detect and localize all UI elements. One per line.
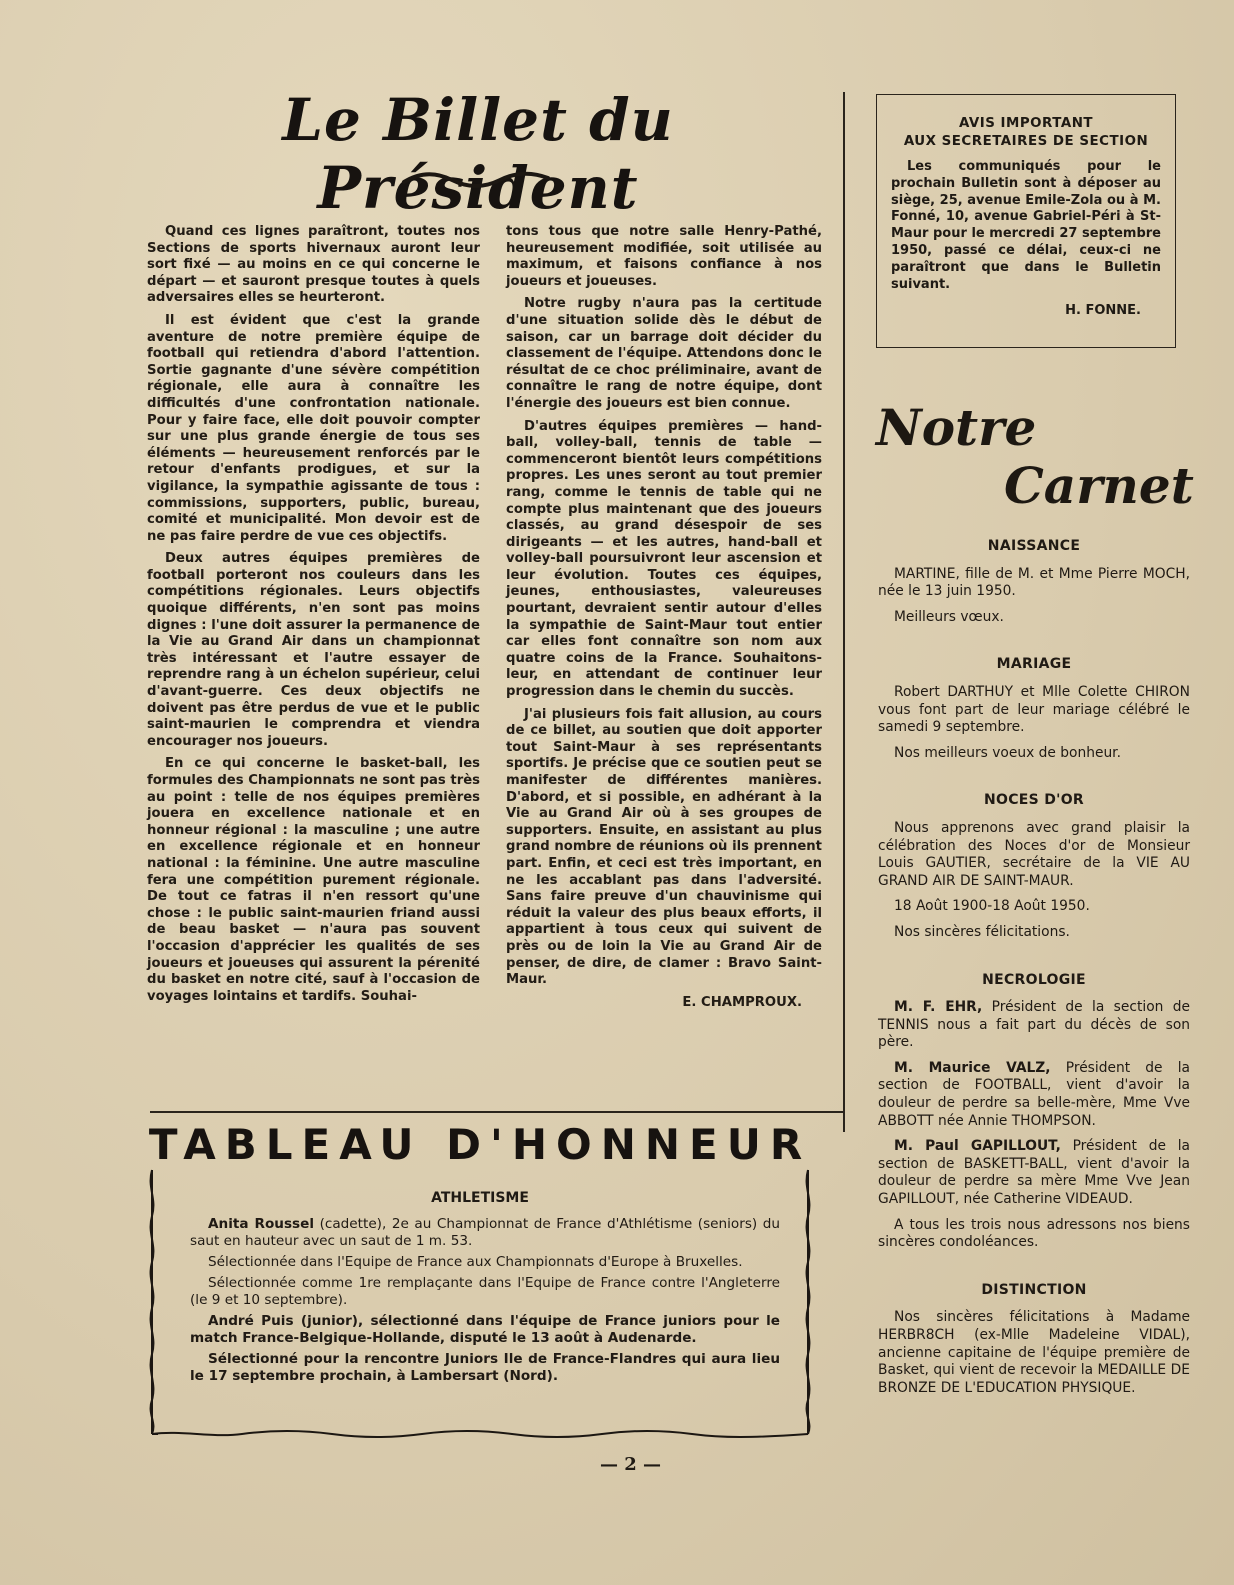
distinction-heading: DISTINCTION — [981, 1281, 1087, 1298]
page-number: — 2 — — [600, 1454, 662, 1475]
athlete-text: (cadette), 2e au Championnat de France d'Athlétisme (seniors) du saut en hauteur avec un saut de 1 m. 53. — [190, 1216, 780, 1249]
billet-paragraph: Quand ces lignes paraîtront, toutes nos Sections de sports hivernaux auront leur sort fixé — au moins en ce qui concerne le départ — et sauront presque toutes à quels adversaires elles se heurteront. — [147, 224, 480, 306]
billet-paragraph: tons tous que notre salle Henry-Pathé, heureusement modifiée, soit utilisée au maximum, et faisons confiance à nos joueurs et joueuses. — [506, 224, 822, 289]
tableau-border-right — [802, 1168, 814, 1438]
tableau-title: TABLEAU D'HONNEUR — [148, 1120, 812, 1169]
necrologie-heading: NECROLOGIE — [982, 971, 1086, 988]
athlete-text: (junior), sélectionné dans l'équipe de France juniors pour le match France-Belgique-Hollande, disputé le 13 août à Audenarde. — [190, 1313, 780, 1346]
billet-column-left — [147, 224, 480, 1011]
mariage-text: Robert DARTHUY et Mlle Colette CHIRON vous font part de leur mariage célébré le samedi 9 septembre. — [878, 683, 1190, 736]
necrologie-text: Président de la section de TENNIS nous a fait part du décès de son père. — [878, 999, 1190, 1051]
avis-title-line1: AVIS IMPORTANT — [958, 116, 1094, 131]
carnet-section — [878, 530, 1190, 1405]
tableau-entry — [190, 1313, 780, 1347]
necrologie-closing: A tous les trois nous adressons nos biens sincères condoléances. — [878, 1216, 1190, 1251]
carnet-title-line2: Carnet — [1004, 456, 1194, 515]
billet-title: Le Billet du Président — [282, 86, 674, 222]
tableau-border-bottom — [152, 1430, 808, 1438]
necrologie-name: M. F. EHR, — [894, 999, 983, 1016]
noces-dates: 18 Août 1900-18 Août 1950. — [894, 898, 1090, 915]
tableau-box — [146, 1168, 814, 1438]
tableau-entry — [190, 1216, 780, 1250]
billet-paragraph: Notre rugby n'aura pas la certitude d'une situation solide dès le début de saison, car un barrage doit décider du classement de l'équipe. Attendons donc le résultat de ce choc préliminaire, avant de connaître le rang de notre équipe, dont l'énergie des joueurs est bien connue. — [506, 296, 822, 411]
tableau-body — [190, 1216, 780, 1389]
avis-title-line2: AUX SECRETAIRES DE SECTION — [903, 134, 1149, 149]
necrologie-text: Président de la section de FOOTBALL, vient d'avoir la douleur de perdre sa belle-mère, Mme Vve ABBOTT née Annie THOMPSON. — [878, 1059, 1190, 1129]
necrologie-text: Président de la section de BASKETT-BALL, vient d'avoir la douleur de perdre sa mère Mme Vve Jean GAPILLOUT, née Catherine VIDEAUD. — [878, 1138, 1190, 1208]
section-divider — [150, 1111, 845, 1113]
noces-text: Nous apprenons avec grand plaisir la célébration des Noces d'or de Monsieur Louis GAUTIER, secrétaire de la VIE AU GRAND AIR DE SAINT-MAUR. — [878, 819, 1190, 889]
naissance-text: MARTINE, fille de M. et Mme Pierre MOCH, née le 13 juin 1950. — [878, 565, 1190, 600]
tableau-border-left — [146, 1168, 158, 1438]
billet-paragraph: Deux autres équipes premières de football porteront nos couleurs dans les compétitions régionales. Leurs objectifs quoique différents, n'en sont pas moins dignes : l'une doit assurer la permanence de la Vie au Grand Air dans un championnat très intéressant et l'autre essayer de reprendre rang à un échelon supérieur, celui d'avant-guerre. Ces deux objectifs ne doivent pas être perdus de vue et le public saint-maurien le comprendra et viendra encourager nos joueurs. — [147, 551, 480, 749]
column-divider — [843, 92, 845, 1132]
billet-paragraph: D'autres équipes premières — hand-ball, volley-ball, tennis de table — commenceront bientôt leurs compétitions propres. Les unes seront au tout premier rang, comme le tennis de table qui ne compte plus maintenant que des joueurs classés, au grand désespoir de ses dirigeants — et les autres, hand-ball et volley-ball poursuivront leur ascension et leur évolution. Toutes ces équipes, jeunes, enthousiastes, valeureuses pourtant, devraient sentir autour d'elles la sympathie de Saint-Maur tout entier car elles font connaître son nom aux quatre coins de la France. Souhaitons-leur, en attendant de continuer leur progression dans le chemin du succès. — [506, 418, 822, 700]
noces-heading: NOCES D'OR — [983, 792, 1084, 809]
athletisme-heading: ATHLETISME — [431, 1190, 529, 1206]
billet-signature: E. CHAMPROUX. — [682, 994, 802, 1010]
tableau-entry: Sélectionné pour la rencontre Juniors Ile de France-Flandres qui aura lieu le 17 septembre prochain, à Lambersart (Nord). — [190, 1351, 780, 1384]
necrologie-entry — [878, 1138, 1190, 1208]
avis-signature: H. FONNE. — [1065, 303, 1141, 319]
noces-wish: Nos sincères félicitations. — [894, 923, 1070, 940]
necrologie-name: M. Paul GAPILLOUT, — [894, 1138, 1061, 1155]
necrologie-name: M. Maurice VALZ, — [894, 1059, 1051, 1076]
avis-body: Les communiqués pour le prochain Bulletin sont à déposer au siège, 25, avenue Emile-Zola ou à M. Fonné, 10, avenue Gabriel-Péri à St-Maur pour le mercredi 27 septembre 1950, passé ce délai, ceux-ci ne paraîtront que dans le Bulletin suivant. — [891, 159, 1161, 292]
billet-paragraph: Il est évident que c'est la grande aventure de notre première équipe de football qui retiendra d'abord l'attention. Sortie gagnante d'une sévère compétition régionale, elle aura à connaître les difficultés d'une confrontation nationale. Pour y faire face, elle doit pouvoir compter sur une plus grande énergie de tous ses éléments — heureusement renforcés par le retour d'enfants prodigues, et sur la vigilance, la sympathie agissante de tous : commissions, supporters, public, bureau, comité et municipalité. Mon devoir est de ne pas faire perdre de vue ces objectifs. — [147, 312, 480, 544]
naissance-heading: NAISSANCE — [987, 538, 1081, 554]
mariage-heading: MARIAGE — [996, 656, 1072, 673]
mariage-wish: Nos meilleurs voeux de bonheur. — [894, 744, 1121, 761]
title-flourish — [400, 170, 552, 190]
necrologie-entry — [878, 1060, 1190, 1130]
athlete-name: André Puis — [208, 1313, 294, 1329]
billet-column-middle — [506, 224, 822, 1011]
naissance-wish: Meilleurs vœux. — [894, 608, 1004, 625]
billet-paragraph: En ce qui concerne le basket-ball, les formules des Championnats ne sont pas très au point : telle de nos équipes premières jouera en excellence nationale et en honneur régional : la masculine ; une autre en excellence régionale et en honneur national : la féminine. Une autre masculine fera une compétition purement régionale. De tout ce fatras il n'en ressort qu'une chose : le public saint-maurien friand aussi de beau basket — n'aura pas souvent l'occasion d'apprécier les qualités de ses joueurs et joueuses qui assurent la pérenité du basket en notre cité, sauf à l'occasion de voyages lointains et tardifs. Souhai- — [147, 756, 480, 1004]
distinction-text: Nos sincères félicitations à Madame HERBR8CH (ex-Mlle Madeleine VIDAL), ancienne capitaine de l'équipe première de Basket, qui vient de recevoir la MEDAILLE DE BRONZE DE L'EDUCATION PHYSIQUE. — [878, 1309, 1190, 1396]
athlete-name: Anita Roussel — [208, 1216, 315, 1232]
avis-box — [876, 94, 1176, 348]
necrologie-entry — [878, 999, 1190, 1052]
tableau-entry: Sélectionnée comme 1re remplaçante dans l'Equipe de France contre l'Angleterre (le 9 et 10 septembre). — [190, 1275, 780, 1308]
billet-paragraph: J'ai plusieurs fois fait allusion, au cours de ce billet, au soutien que doit apporter tout Saint-Maur à ses représentants sportifs. Je précise que ce soutien peut se manifester de différentes manières. D'abord, et si possible, en adhérant à la Vie au Grand Air où à ses groupes de supporters. Ensuite, en assistant au plus grand nombre de réunions où ils prennent part. Enfin, et ceci est très important, en ne les accablant pas dans l'adversité. Sans faire preuve d'un chauvinisme qui réduit la valeur des plus beaux efforts, il appartient à tous ceux qui suivent de près ou de loin la Vie au Grand Air de penser, de dire, de clamer : Bravo Saint-Maur. — [506, 706, 822, 988]
tableau-entry: Sélectionnée dans l'Equipe de France aux Championnats d'Europe à Bruxelles. — [208, 1254, 743, 1270]
carnet-title-line1: Notre — [876, 398, 1037, 457]
